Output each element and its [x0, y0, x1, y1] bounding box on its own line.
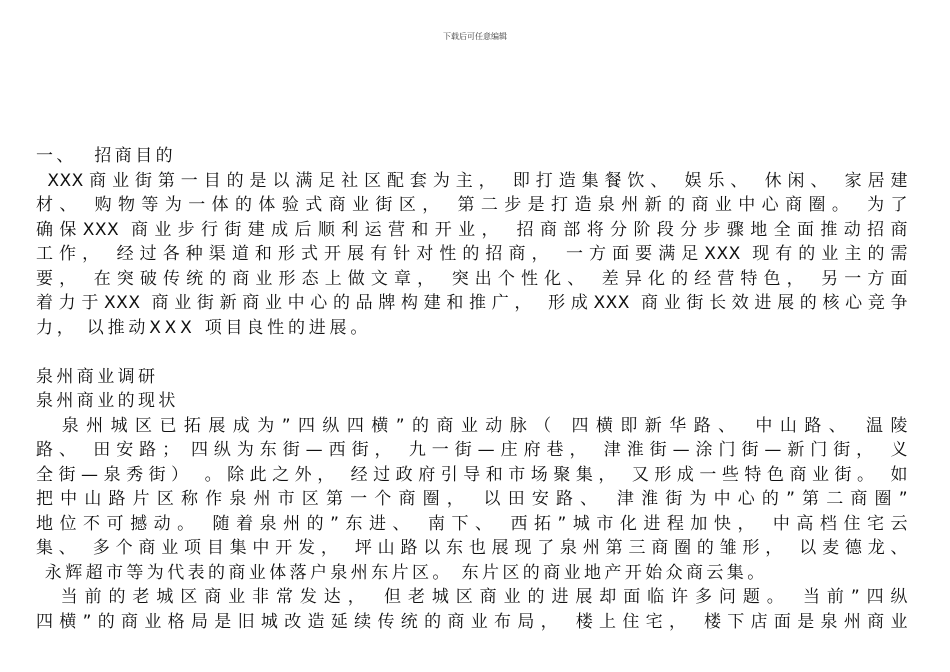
paragraph-line: 全街—泉秀街） 。除此之外， 经过政府引导和市场聚集， 又形成一些特色商业街。 如 [36, 464, 908, 485]
paragraph-line: 确保XXX 商业步行街建成后顺利运营和开业， 招商部将分阶段分步骤地全面推动招商 [36, 219, 908, 240]
paragraph-line: 要， 在突破传统的商业形态上做文章， 突出个性化、 差异化的经营特色， 另一方面 [36, 268, 908, 289]
section-purpose [36, 144, 908, 340]
section-title: 泉州商业调研 [36, 366, 159, 387]
section-subtitle: 泉州商业的现状 [36, 391, 179, 411]
header-note: 下载后可任意编辑 [443, 32, 507, 41]
paragraph-line: 路、 田安路； 四纵为东街—西街， 九一街—庄府巷， 津淮街—涂门街—新门街， 义 [36, 440, 908, 460]
document-body [36, 144, 908, 634]
paragraph-line: 四横”的商业格局是旧城改造延续传统的商业布局， 楼上住宅， 楼下店面是泉州商业 [36, 611, 908, 632]
paragraph-line: XXX商业街第一目的是以满足社区配套为主， 即打造集餐饮、 娱乐、 休闲、 家居建 [36, 170, 908, 191]
paragraph-line: 地位不可撼动。 随着泉州的”东进、 南下、 西拓”城市化进程加快， 中高档住宅云 [36, 513, 908, 534]
paragraph-line: 工作， 经过各种渠道和形式开展有针对性的招商， 一方面要满足XXX 现有的业主的需 [36, 244, 908, 264]
paragraph-gap [36, 340, 908, 365]
paragraph-line: 永辉超市等为代表的商业体落户泉州东片区。 东片区的商业地产开始众商云集。 [36, 562, 768, 583]
section-heading: 一、 招商目的 [36, 146, 177, 166]
paragraph-line: 把中山路片区称作泉州市区第一个商圈， 以田安路、 津淮街为中心的”第二商圈” [36, 489, 908, 509]
paragraph-line: 力， 以推动XXX 项目良性的进展。 [36, 317, 372, 338]
paragraph-line: 泉州城区已拓展成为”四纵四横”的商业动脉（ 四横即新华路、 中山路、 温陵 [36, 415, 908, 436]
paragraph-line: 当前的老城区商业非常发达， 但老城区商业的进展却面临许多问题。 当前”四纵 [36, 587, 908, 607]
paragraph-line: 着力于XXX 商业街新商业中心的品牌构建和推广， 形成XXX 商业街长效进展的核心竞争 [36, 293, 908, 313]
paragraph-line: 集、 多个商业项目集中开发， 坪山路以东也展现了泉州第三商圈的雏形， 以麦德龙、 [36, 538, 908, 558]
paragraph-line: 材、 购物等为一体的体验式商业街区， 第二步是打造泉州新的商业中心商圈。 为了 [36, 195, 908, 215]
section-research [36, 365, 908, 635]
